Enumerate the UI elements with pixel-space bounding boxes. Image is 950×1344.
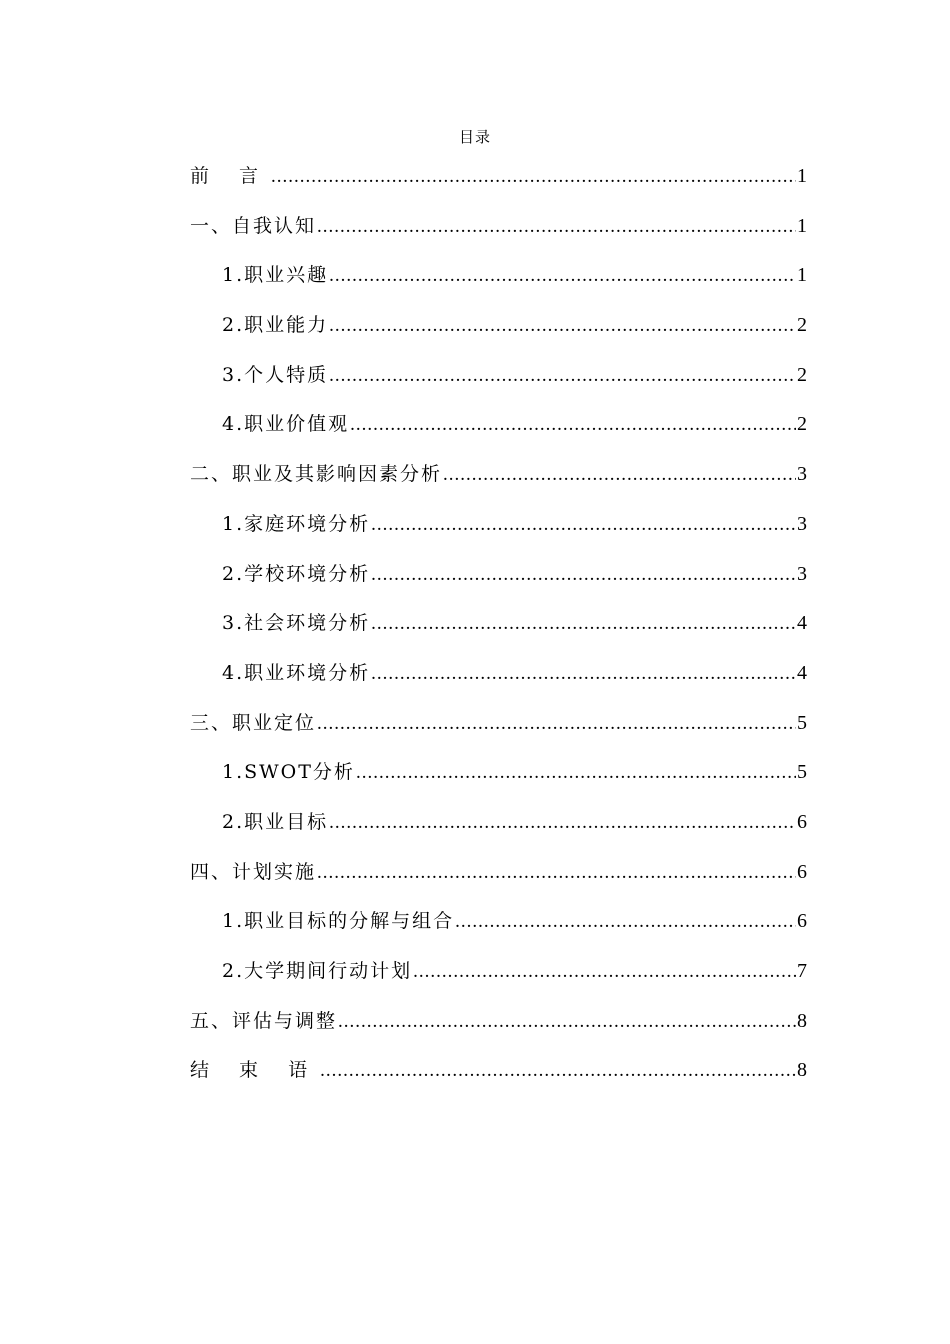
- toc-dot-leader: [329, 807, 796, 839]
- toc-entry-subsection-1-2[interactable]: [190, 309, 807, 359]
- toc-dot-leader: [329, 310, 796, 342]
- toc-entry-conclusion[interactable]: [190, 1054, 807, 1104]
- toc-entry-subsection-4-1[interactable]: [190, 905, 807, 955]
- toc-dot-leader: [329, 360, 796, 392]
- toc-dot-leader: [443, 459, 796, 491]
- toc-entry-label: 2.职业目标: [222, 810, 329, 833]
- toc-entry-label: 4.职业价值观: [222, 413, 350, 436]
- toc-entry-label: 1.职业兴趣: [222, 264, 329, 287]
- toc-dot-leader: [320, 1055, 796, 1087]
- toc-entry-label: 1.家庭环境分析: [222, 512, 371, 535]
- toc-page-number: 8: [797, 1059, 807, 1082]
- toc-entry-subsection-2-3[interactable]: [190, 607, 807, 657]
- toc-entry-preface[interactable]: [190, 160, 807, 210]
- toc-entry-subsection-3-1[interactable]: [190, 756, 807, 806]
- toc-page-number: 5: [797, 761, 807, 784]
- toc-page-number: 3: [797, 463, 807, 486]
- toc-dot-leader: [271, 161, 796, 193]
- table-of-contents: [190, 160, 807, 1104]
- toc-entry-label: 1.职业目标的分解与组合: [222, 910, 455, 933]
- toc-entry-subsection-1-3[interactable]: [190, 359, 807, 409]
- toc-dot-leader: [371, 509, 796, 541]
- toc-dot-leader: [371, 658, 796, 690]
- toc-entry-label: 1.SWOT分析: [222, 761, 355, 784]
- toc-dot-leader: [350, 409, 796, 441]
- toc-dot-leader: [371, 608, 796, 640]
- toc-dot-leader: [338, 1006, 796, 1038]
- toc-entry-label: 2.学校环境分析: [222, 562, 371, 585]
- toc-page-number: 5: [797, 711, 807, 734]
- toc-entry-label: 3.社会环境分析: [222, 612, 371, 635]
- toc-dot-leader: [371, 559, 796, 591]
- toc-entry-subsection-2-2[interactable]: [190, 558, 807, 608]
- toc-page-number: 1: [797, 264, 807, 287]
- toc-dot-leader: [329, 260, 796, 292]
- toc-entry-subsection-2-1[interactable]: [190, 508, 807, 558]
- toc-page-number: 3: [797, 512, 807, 535]
- toc-page-number: 4: [797, 661, 807, 684]
- toc-entry-label: 二、职业及其影响因素分析: [190, 463, 443, 486]
- toc-entry-subsection-1-1[interactable]: [190, 259, 807, 309]
- toc-entry-label: 五、评估与调整: [190, 1009, 338, 1032]
- toc-entry-section-2[interactable]: [190, 458, 807, 508]
- toc-page-number: 2: [797, 314, 807, 337]
- toc-dot-leader: [356, 757, 796, 789]
- toc-page-number: 1: [797, 214, 807, 237]
- toc-entry-subsection-3-2[interactable]: [190, 806, 807, 856]
- toc-entry-label: 2.大学期间行动计划: [222, 960, 413, 982]
- toc-entry-section-3[interactable]: [190, 707, 807, 757]
- toc-page-number: 7: [797, 960, 807, 982]
- toc-entry-subsection-1-4[interactable]: [190, 408, 807, 458]
- toc-entry-subsection-4-2[interactable]: [190, 955, 807, 1005]
- toc-page-number: 4: [797, 612, 807, 635]
- toc-entry-label: 四、计划实施: [190, 860, 317, 883]
- toc-dot-leader: [317, 211, 796, 243]
- toc-page-number: 1: [797, 165, 807, 187]
- toc-entry-label: 前 言: [190, 165, 271, 187]
- toc-page-number: 3: [797, 562, 807, 585]
- toc-page-number: 6: [797, 910, 807, 933]
- toc-dot-leader: [413, 956, 796, 988]
- toc-entry-section-1[interactable]: [190, 210, 807, 260]
- toc-entry-section-5[interactable]: [190, 1005, 807, 1055]
- toc-page-number: 6: [797, 860, 807, 883]
- toc-entry-section-4[interactable]: [190, 856, 807, 906]
- toc-entry-label: 结 束 语: [190, 1059, 320, 1082]
- toc-dot-leader: [455, 906, 796, 938]
- toc-page-number: 8: [797, 1009, 807, 1032]
- toc-entry-label: 2.职业能力: [222, 314, 329, 337]
- toc-dot-leader: [317, 857, 796, 889]
- toc-dot-leader: [317, 708, 796, 740]
- toc-entry-label: 4.职业环境分析: [222, 661, 371, 684]
- toc-page-number: 2: [797, 363, 807, 386]
- toc-entry-subsection-2-4[interactable]: [190, 657, 807, 707]
- toc-page-number: 2: [797, 413, 807, 436]
- toc-page-number: 6: [797, 810, 807, 833]
- toc-entry-label: 3.个人特质: [222, 363, 329, 386]
- toc-title: 目录: [458, 128, 491, 146]
- toc-entry-label: 三、职业定位: [190, 711, 317, 734]
- toc-entry-label: 一、自我认知: [190, 214, 317, 237]
